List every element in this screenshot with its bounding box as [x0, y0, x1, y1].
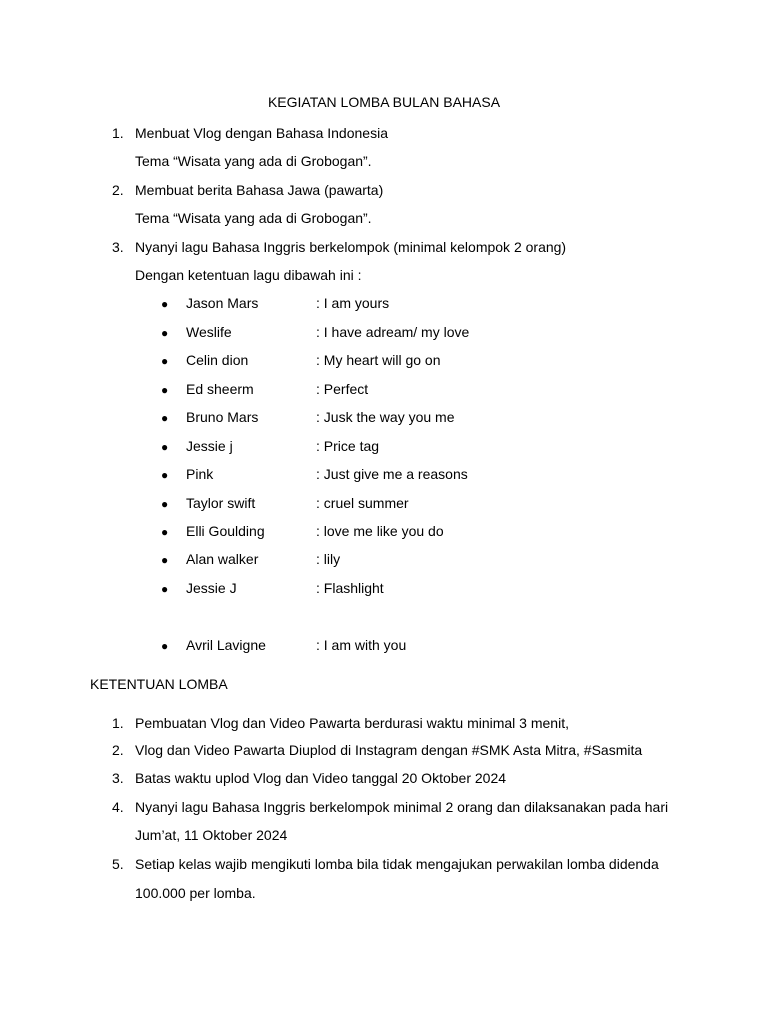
lomba-number: 1. [112, 125, 124, 141]
lomba-number: 3. [112, 239, 124, 255]
song-artist: Ed sheerm [186, 381, 254, 397]
song-title: : I am with you [316, 637, 407, 653]
song-title: : Just give me a reasons [316, 466, 468, 482]
ketentuan-number: 1. [112, 715, 124, 731]
lomba-item-text: Nyanyi lagu Bahasa Inggris berkelompok (minimal kelompok 2 orang) [135, 239, 567, 255]
ketentuan-number: 2. [112, 742, 124, 758]
ketentuan-number: 4. [112, 799, 124, 815]
song-title: : My heart will go on [316, 352, 441, 368]
song-artist: Celin dion [186, 352, 249, 368]
ketentuan-item-text: Nyanyi lagu Bahasa Inggris berkelompok minimal 2 orang dan dilaksanakan pada hari [135, 799, 669, 815]
song-artist: Alan walker [186, 551, 259, 567]
bullet-icon: ● [161, 440, 169, 454]
song-title: : lily [316, 551, 341, 567]
bullet-icon: ● [161, 468, 169, 482]
bullet-icon: ● [161, 383, 169, 397]
song-title: : Price tag [316, 438, 380, 454]
ketentuan-item-text: Batas waktu uplod Vlog dan Video tanggal 20 Oktober 2024 [135, 770, 507, 786]
song-title: : love me like you do [316, 523, 444, 539]
song-artist: Elli Goulding [186, 523, 265, 539]
lomba-item-text: Menbuat Vlog dengan Bahasa Indonesia [135, 125, 388, 141]
ketentuan-item-text: Setiap kelas wajib mengikuti lomba bila tidak mengajukan perwakilan lomba didenda [135, 856, 659, 872]
lomba-number: 2. [112, 182, 124, 198]
song-artist: Bruno Mars [186, 409, 259, 425]
song-artist: Taylor swift [186, 495, 256, 511]
bullet-icon: ● [161, 354, 169, 368]
ketentuan-number: 3. [112, 770, 124, 786]
song-title: : cruel summer [316, 495, 409, 511]
bullet-icon: ● [161, 411, 169, 425]
song-title: : Perfect [316, 381, 369, 397]
song-title: : Flashlight [316, 580, 384, 596]
ketentuan-item-text-cont: 100.000 per lomba. [135, 885, 256, 901]
bullet-icon: ● [161, 497, 169, 511]
song-artist: Jessie j [186, 438, 233, 454]
song-artist: Weslife [186, 324, 232, 340]
song-title: : Jusk the way you me [316, 409, 455, 425]
song-artist: Pink [186, 466, 214, 482]
bullet-icon: ● [161, 525, 169, 539]
lomba-item-subtext: Tema “Wisata yang ada di Grobogan”. [135, 153, 372, 169]
ketentuan-item-text: Pembuatan Vlog dan Video Pawarta berdurasi waktu minimal 3 menit, [135, 715, 569, 731]
ketentuan-heading: KETENTUAN LOMBA [90, 676, 228, 692]
bullet-icon: ● [161, 639, 169, 653]
bullet-icon: ● [161, 582, 169, 596]
lomba-item-subtext: Tema “Wisata yang ada di Grobogan”. [135, 210, 372, 226]
lomba-item-text: Membuat berita Bahasa Jawa (pawarta) [135, 182, 384, 198]
song-title: : I am yours [316, 295, 390, 311]
bullet-icon: ● [161, 297, 169, 311]
bullet-icon: ● [161, 553, 169, 567]
ketentuan-number: 5. [112, 856, 124, 872]
document-title: KEGIATAN LOMBA BULAN BAHASA [267, 94, 501, 110]
ketentuan-item-text: Vlog dan Video Pawarta Diuplod di Instagram dengan #SMK Asta Mitra, #Sasmita [135, 742, 643, 758]
lomba-item-subtext: Dengan ketentuan lagu dibawah ini : [135, 267, 362, 283]
bullet-icon: ● [161, 326, 169, 340]
song-title: : I have adream/ my love [316, 324, 470, 340]
song-artist: Jessie J [186, 580, 237, 596]
song-artist: Jason Mars [186, 295, 259, 311]
song-artist: Avril Lavigne [186, 637, 266, 653]
ketentuan-item-text-cont: Jum’at, 11 Oktober 2024 [135, 827, 288, 843]
